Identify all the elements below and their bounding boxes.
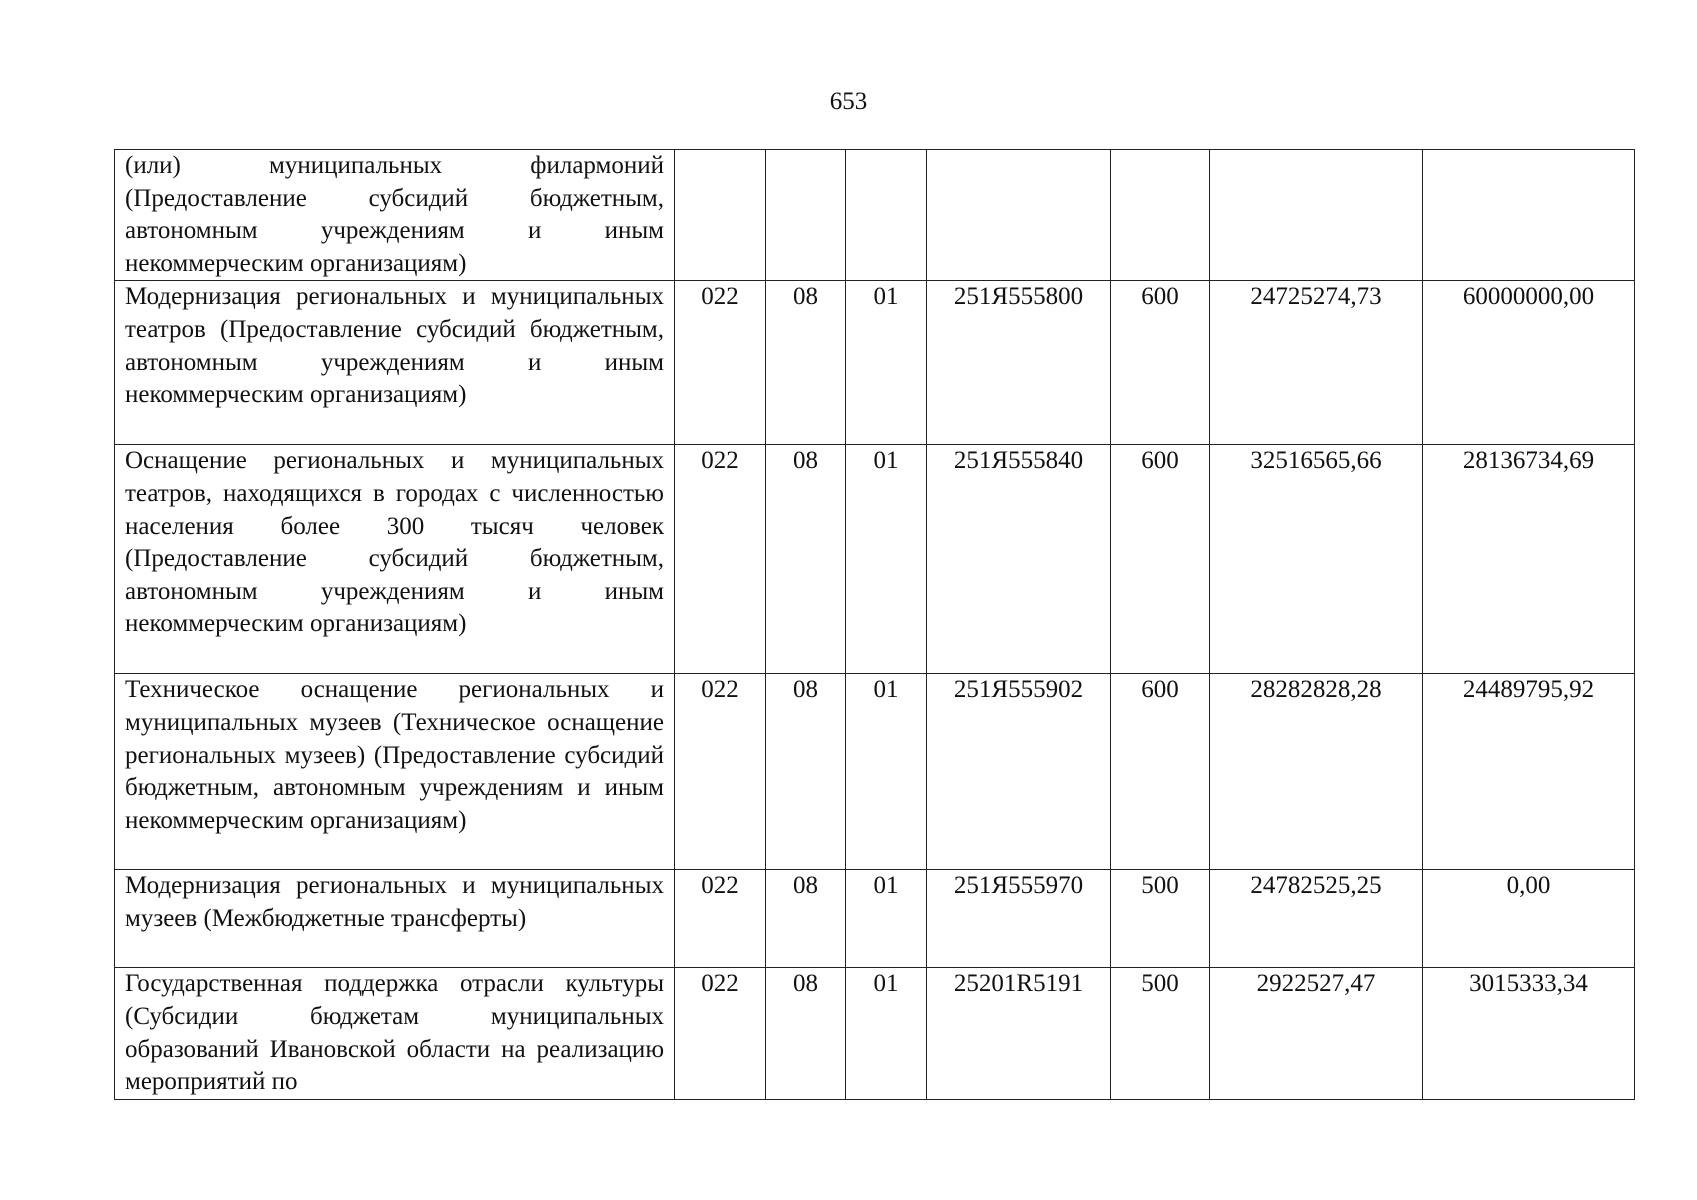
subsection-cell [846,150,927,281]
table-row [115,445,1635,674]
row-name-cell: Техническое оснащение региональных и муниципальных музеев (Техническое оснащение региональных музеев) (Предоставление субсидий бюджетным, автономным учреждениям и иным некоммерческим организациям) [115,674,675,870]
section-cell: 08 [766,281,846,445]
subsection-cell: 01 [846,445,927,674]
row-name-cell: (или) муниципальных филармоний (Предоставление субсидий бюджетным, автономным учреждениям и иным некоммерческим организациям) [115,150,675,281]
table-row [115,674,1635,870]
subsection-cell: 01 [846,870,927,968]
row-name-cell: Модернизация региональных и муниципальных музеев (Межбюджетные трансферты) [115,870,675,968]
row-name-cell: Модернизация региональных и муниципальных театров (Предоставление субсидий бюджетным, автономным учреждениям и иным некоммерческим организациям) [115,281,675,445]
subsection-cell: 01 [846,281,927,445]
target-article-cell: 251Я555840 [927,445,1111,674]
grbs-cell: 022 [675,968,766,1099]
section-cell: 08 [766,968,846,1099]
section-cell: 08 [766,870,846,968]
amount-year-2-cell: 0,00 [1423,870,1635,968]
expense-type-cell: 600 [1111,445,1210,674]
row-name-cell: Оснащение региональных и муниципальных театров, находящихся в городах с численностью населения более 300 тысяч человек (Предоставление субсидий бюджетным, автономным учреждениям и иным некоммерческим организациям) [115,445,675,674]
table-row [115,968,1635,1099]
amount-year-1-cell: 2922527,47 [1210,968,1423,1099]
target-article-cell: 251Я555800 [927,281,1111,445]
section-cell [766,150,846,281]
amount-year-1-cell: 32516565,66 [1210,445,1423,674]
target-article-cell: 25201R5191 [927,968,1111,1099]
expense-type-cell: 500 [1111,968,1210,1099]
amount-year-1-cell: 28282828,28 [1210,674,1423,870]
amount-year-2-cell [1423,150,1635,281]
expense-type-cell [1111,150,1210,281]
amount-year-2-cell: 3015333,34 [1423,968,1635,1099]
amount-year-2-cell: 28136734,69 [1423,445,1635,674]
amount-year-1-cell [1210,150,1423,281]
grbs-cell [675,150,766,281]
expense-type-cell: 600 [1111,281,1210,445]
target-article-cell: 251Я555970 [927,870,1111,968]
table-row [115,150,1635,281]
grbs-cell: 022 [675,674,766,870]
amount-year-1-cell: 24725274,73 [1210,281,1423,445]
expense-type-cell: 500 [1111,870,1210,968]
amount-year-1-cell: 24782525,25 [1210,870,1423,968]
target-article-cell: 251Я555902 [927,674,1111,870]
table-row [115,281,1635,445]
subsection-cell: 01 [846,968,927,1099]
page-number: 653 [829,88,868,115]
expense-type-cell: 600 [1111,674,1210,870]
amount-year-2-cell: 24489795,92 [1423,674,1635,870]
target-article-cell [927,150,1111,281]
grbs-cell: 022 [675,281,766,445]
grbs-cell: 022 [675,870,766,968]
grbs-cell: 022 [675,445,766,674]
table-row [115,870,1635,968]
subsection-cell: 01 [846,674,927,870]
section-cell: 08 [766,445,846,674]
amount-year-2-cell: 60000000,00 [1423,281,1635,445]
row-name-cell: Государственная поддержка отрасли культуры (Субсидии бюджетам муниципальных образований Ивановской области на реализацию мероприятий по [115,968,675,1099]
section-cell: 08 [766,674,846,870]
budget-table [114,149,1635,1100]
